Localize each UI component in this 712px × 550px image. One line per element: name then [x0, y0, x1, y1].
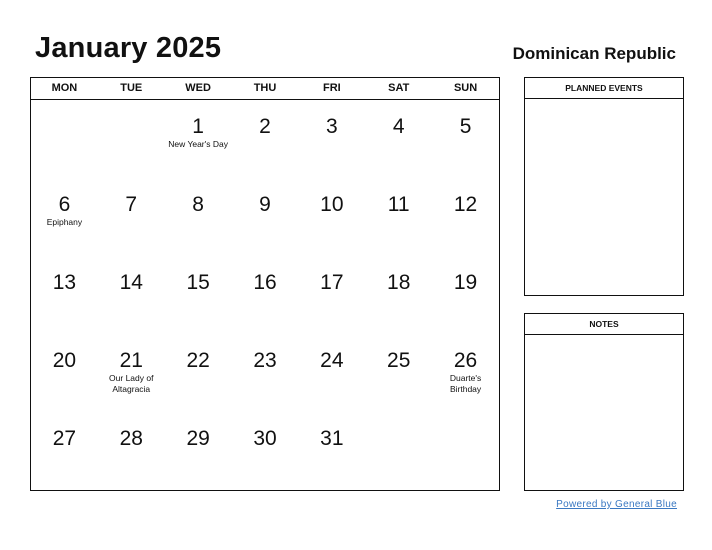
day-cell: [232, 256, 299, 334]
day-cell: [165, 334, 232, 412]
day-cell: [31, 412, 98, 490]
powered-by-link[interactable]: Powered by General Blue: [556, 499, 677, 510]
day-number: 16: [253, 271, 277, 294]
day-number: 13: [52, 271, 77, 294]
weekday-header: [31, 78, 499, 100]
day-number: 24: [320, 349, 344, 372]
holiday-label: Duarte's Birthday: [449, 373, 482, 394]
weekday-label: SUN: [453, 82, 478, 94]
day-cell: [98, 412, 165, 490]
day-cell: [98, 334, 165, 412]
day-cell: [365, 334, 432, 412]
day-cell: [232, 334, 299, 412]
day-number: 3: [326, 115, 338, 138]
holiday-label: Epiphany: [46, 217, 83, 227]
day-cell: [365, 100, 432, 178]
day-number: 26: [453, 349, 478, 372]
day-cell: [365, 256, 432, 334]
day-number: 31: [320, 427, 344, 450]
notes-heading: NOTES: [525, 314, 683, 335]
day-number: 11: [387, 193, 410, 216]
day-cell: [298, 334, 365, 412]
page-title: January 2025: [35, 32, 222, 64]
day-number: 19: [453, 271, 478, 294]
day-number: 22: [186, 349, 210, 372]
day-cell: [165, 100, 232, 178]
empty-day-cell: [31, 100, 98, 178]
day-cell: [365, 178, 432, 256]
day-number: 1: [192, 115, 204, 138]
day-cell: [432, 100, 499, 178]
planned-events-heading: PLANNED EVENTS: [525, 78, 683, 99]
day-number: 14: [119, 271, 143, 294]
day-cell: [165, 178, 232, 256]
day-number: 2: [259, 115, 271, 138]
day-number: 10: [320, 193, 344, 216]
weekday-label: MON: [51, 82, 78, 94]
empty-day-cell: [365, 412, 432, 490]
weekday-label: THU: [253, 82, 277, 94]
day-number: 5: [459, 115, 472, 138]
day-number: 4: [392, 115, 405, 138]
day-number: 29: [186, 427, 210, 450]
country-name: Dominican Republic: [512, 44, 676, 63]
day-number: 21: [119, 349, 143, 372]
day-number: 12: [453, 193, 478, 216]
empty-day-cell: [98, 100, 165, 178]
empty-day-cell: [432, 412, 499, 490]
month-calendar: [30, 77, 500, 491]
day-number: 28: [119, 427, 143, 450]
day-cell: [298, 178, 365, 256]
weekday-label: SAT: [388, 82, 410, 94]
day-number: 18: [387, 271, 411, 294]
day-cell: [31, 256, 98, 334]
day-number: 20: [52, 349, 77, 372]
notes-panel: [524, 313, 684, 491]
day-cell: [165, 256, 232, 334]
day-cell: [298, 100, 365, 178]
day-number: 23: [253, 349, 277, 372]
calendar-grid: [31, 100, 499, 490]
weekday-label: TUE: [120, 82, 143, 94]
day-number: 27: [52, 427, 77, 450]
day-number: 30: [253, 427, 277, 450]
day-cell: [298, 256, 365, 334]
day-number: 7: [125, 193, 138, 216]
day-cell: [432, 334, 499, 412]
weekday-label: WED: [185, 82, 211, 94]
planned-events-panel: [524, 77, 684, 296]
day-cell: [31, 334, 98, 412]
day-cell: [98, 256, 165, 334]
day-cell: [432, 178, 499, 256]
day-number: 8: [192, 193, 204, 216]
day-cell: [298, 412, 365, 490]
day-number: 15: [186, 271, 210, 294]
holiday-label: New Year's Day: [168, 139, 228, 149]
day-cell: [232, 412, 299, 490]
day-number: 9: [259, 193, 271, 216]
day-cell: [31, 178, 98, 256]
weekday-label: FRI: [322, 82, 341, 94]
holiday-label: Our Lady of Altagracia: [109, 373, 154, 394]
day-cell: [232, 178, 299, 256]
day-cell: [98, 178, 165, 256]
day-number: 6: [58, 193, 71, 216]
day-number: 17: [320, 271, 344, 294]
day-cell: [232, 100, 299, 178]
day-cell: [165, 412, 232, 490]
day-cell: [432, 256, 499, 334]
day-number: 25: [387, 349, 411, 372]
